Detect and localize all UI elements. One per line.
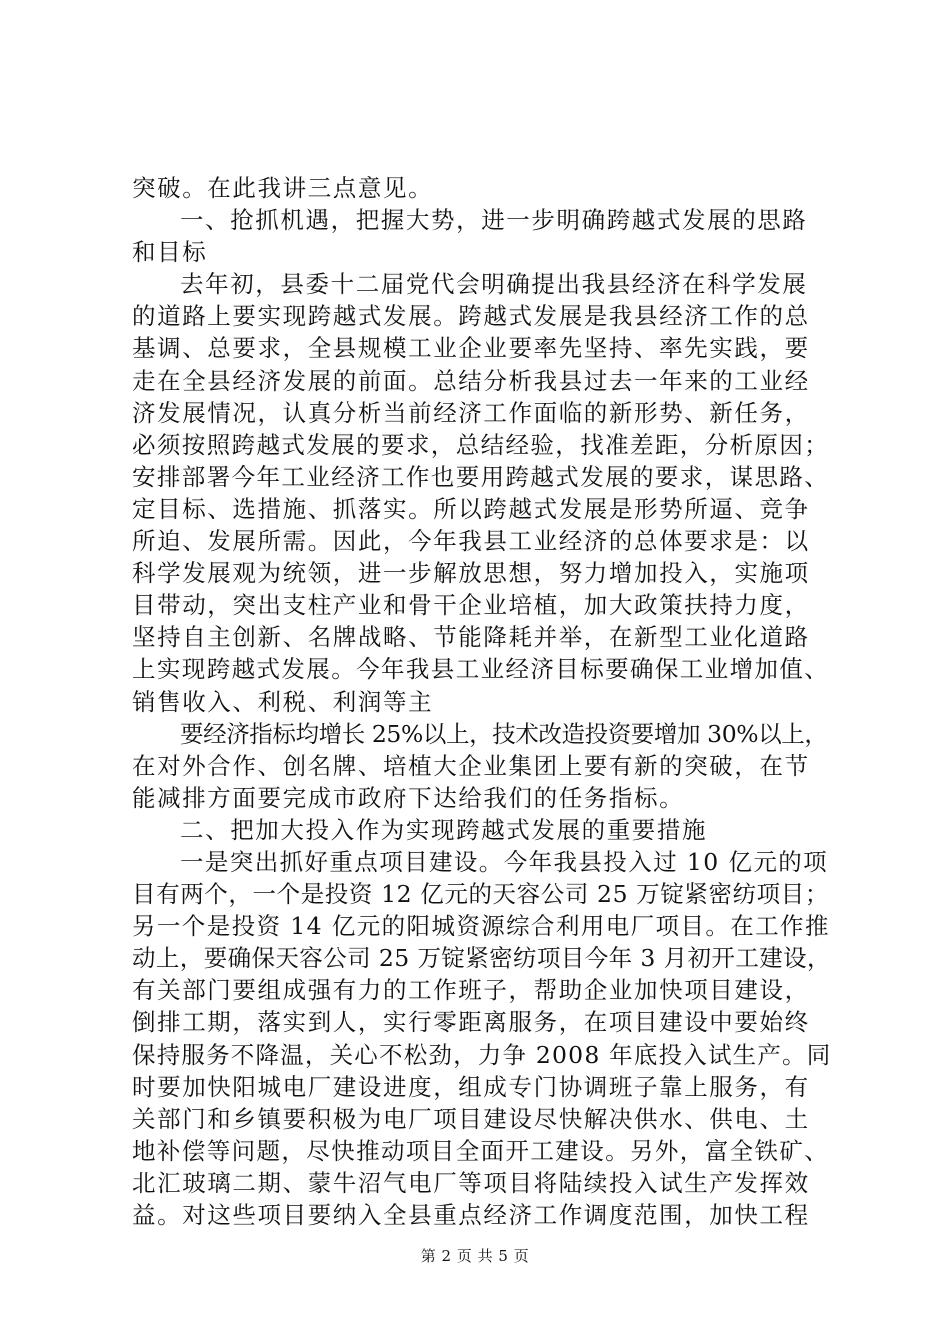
text-line: 地补偿等问题，尽快推动项目全面开工建设。另外，富全铁矿、 xyxy=(132,1136,830,1165)
text-line: 一是突出抓好重点项目建设。今年我县投入过 10 亿元的项 xyxy=(180,847,829,876)
text-line: 所迫、发展所需。因此，今年我县工业经济的总体要求是：以 xyxy=(132,527,810,556)
text-line: 必须按照跨越式发展的要求，总结经验，找准差距，分析原因； xyxy=(132,430,830,459)
text-line: 和目标 xyxy=(132,238,208,267)
text-line: 益。对这些项目要纳入全县重点经济工作调度范围，加快工程 xyxy=(132,1201,810,1229)
text-line: 上实现跨越式发展。今年我县工业经济目标要确保工业增加值、 xyxy=(132,655,830,684)
text-line: 基调、总要求，全县规模工业企业要率先坚持、率先实践，要 xyxy=(132,334,810,363)
text-line: 保持服务不降温，关心不松劲，力争 2008 年底投入试生产。同 xyxy=(132,1040,832,1069)
text-line: 北汇玻璃二期、蒙牛沼气电厂等项目将陆续投入试生产发挥效 xyxy=(132,1168,810,1197)
text-line: 另一个是投资 14 亿元的阳城资源综合利用电厂项目。在工作推 xyxy=(132,912,830,941)
text-line: 去年初，县委十二届党代会明确提出我县经济在科学发展 xyxy=(180,270,808,299)
text-line: 有关部门要组成强有力的工作班子，帮助企业加快项目建设， xyxy=(132,976,810,1005)
text-line: 定目标、选措施、抓落实。所以跨越式发展是形势所逼、竞争 xyxy=(132,494,810,523)
text-line: 动上，要确保天容公司 25 万锭紧密纺项目今年 3 月初开工建设， xyxy=(132,944,831,973)
text-line: 坚持自主创新、名牌战略、节能降耗并举，在新型工业化道路 xyxy=(132,623,810,652)
text-line: 走在全县经济发展的前面。总结分析我县过去一年来的工业经 xyxy=(132,366,810,395)
page-footer: 第 2 页 共 5 页 xyxy=(420,1247,530,1265)
text-line: 一、抢抓机遇，把握大势，进一步明确跨越式发展的思路 xyxy=(180,206,808,235)
text-line: 济发展情况，认真分析当前经济工作面临的新形势、新任务， xyxy=(132,398,810,427)
text-line: 要经济指标均增长 25%以上，技术改造投资要增加 30%以上， xyxy=(180,719,828,748)
text-line: 目有两个，一个是投资 12 亿元的天容公司 25 万锭紧密纺项目； xyxy=(132,880,829,909)
text-line: 能减排方面要完成市政府下达给我们的任务指标。 xyxy=(132,783,685,812)
text-line: 倒排工期，落实到人，实行零距离服务，在项目建设中要始终 xyxy=(132,1008,810,1037)
text-line: 目带动，突出支柱产业和骨干企业培植，加大政策扶持力度， xyxy=(132,591,810,620)
text-line: 的道路上要实现跨越式发展。跨越式发展是我县经济工作的总 xyxy=(132,302,810,331)
text-line: 在对外合作、创名牌、培植大企业集团上要有新的突破，在节 xyxy=(132,751,810,780)
text-line: 关部门和乡镇要积极为电厂项目建设尽快解决供水、供电、土 xyxy=(132,1104,810,1133)
text-line: 科学发展观为统领，进一步解放思想，努力增加投入，实施项 xyxy=(132,559,810,588)
document-body xyxy=(132,172,832,1231)
text-line: 突破。在此我讲三点意见。 xyxy=(132,174,434,202)
text-line: 时要加快阳城电厂建设进度，组成专门协调班子靠上服务，有 xyxy=(132,1072,810,1101)
text-line: 安排部署今年工业经济工作也要用跨越式发展的要求，谋思路、 xyxy=(132,462,830,491)
text-line: 二、把加大投入作为实现跨越式发展的重要措施 xyxy=(180,815,708,844)
text-line: 销售收入、利税、利润等主 xyxy=(132,687,434,716)
